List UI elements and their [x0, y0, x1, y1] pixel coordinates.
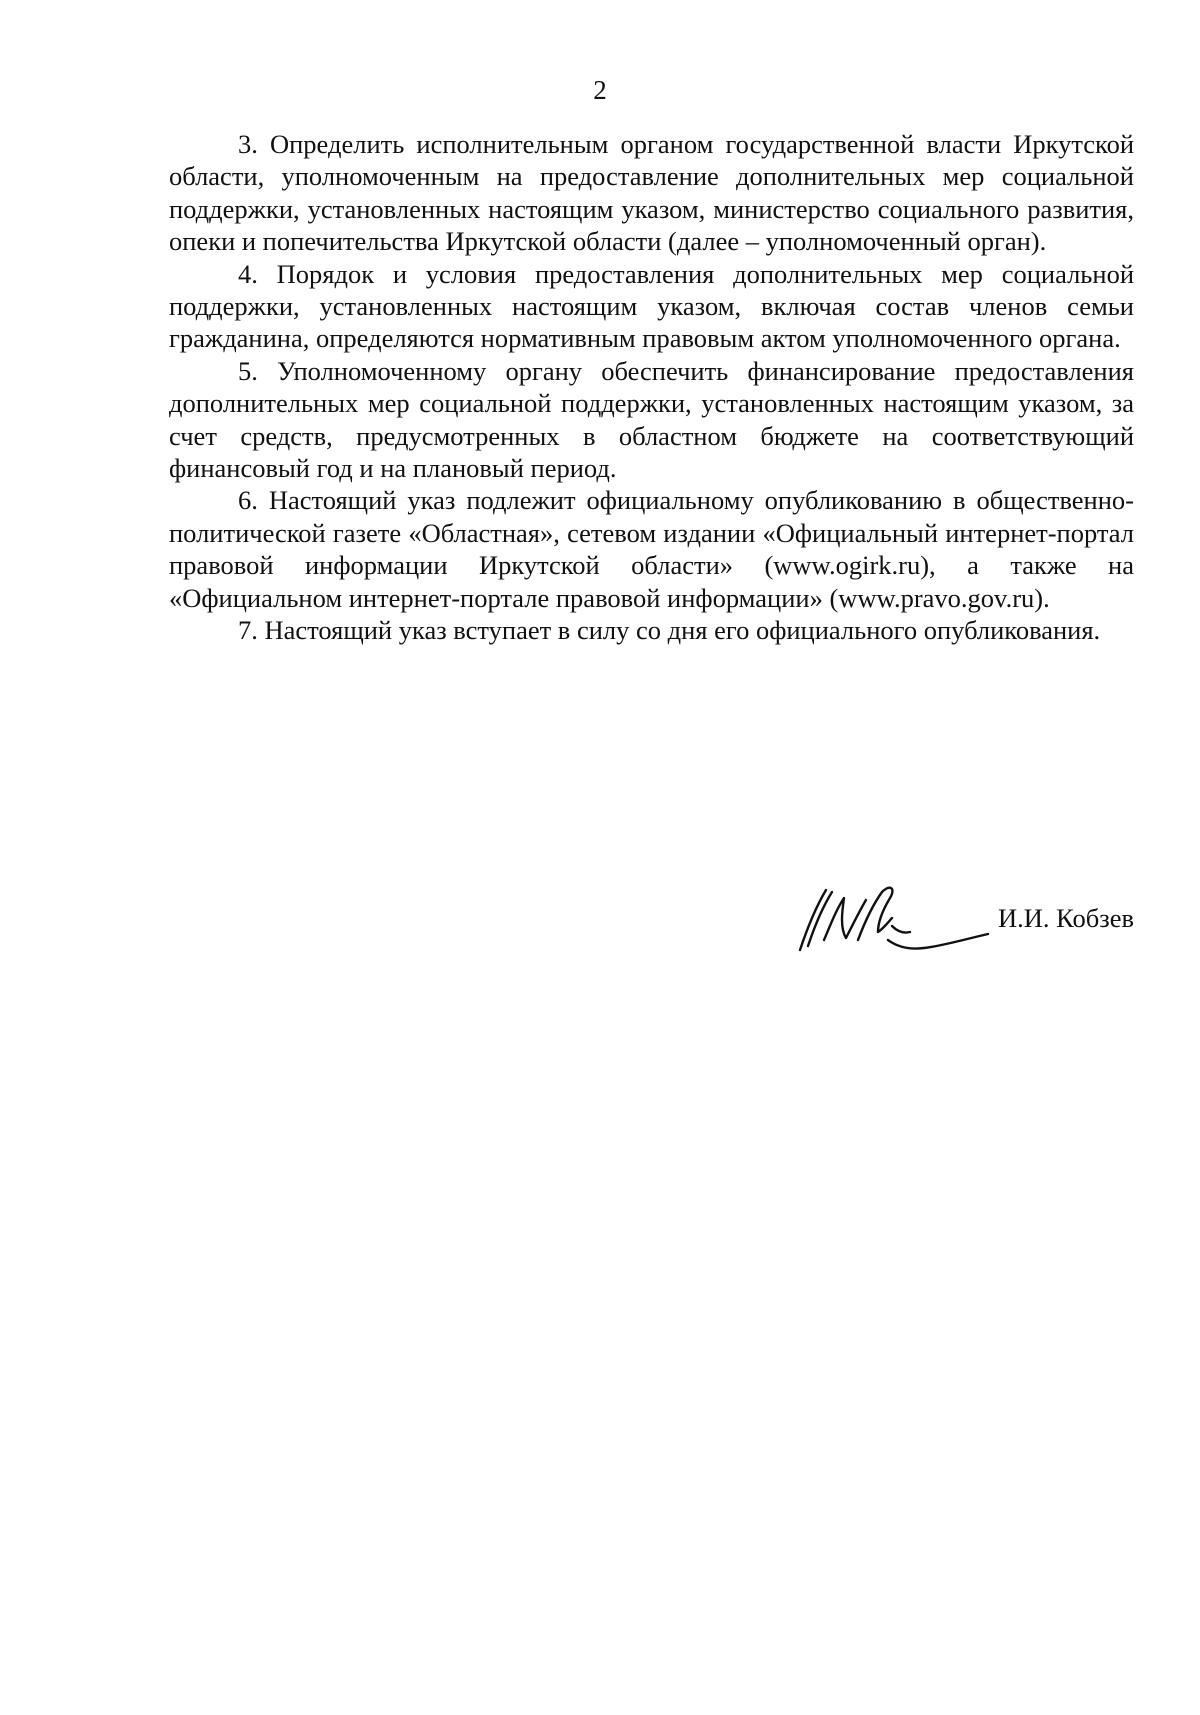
paragraph-5: 5. Уполномоченному органу обеспечить финансирование предоставления дополнительных мер социальной поддержки, установленных настоящим указом, за счет средств, предусмотренных в областном бюджете на соответствующий финансовый год и на плановый период.: [169, 355, 1134, 484]
signer-name: И.И. Кобзев: [998, 903, 1134, 933]
handwritten-signature: [792, 880, 992, 960]
paragraph-7: 7. Настоящий указ вступает в силу со дня его официального опубликования.: [238, 615, 1101, 646]
document-body: [169, 128, 1134, 647]
paragraph-4: 4. Порядок и условия предоставления дополнительных мер социальной поддержки, установленных настоящим указом, включая состав членов семьи гражданина, определяются нормативным правовым актом уполномоченного органа.: [169, 258, 1134, 354]
signature-block: [780, 880, 1160, 970]
paragraph-6: 6. Настоящий указ подлежит официальному опубликованию в общественно-политической газете «Областная», сетевом издании «Официальный интернет-портал правовой информации Иркутской области» (www.ogirk.ru), а также на «Официальном интернет-портале правовой информации» (www.pravo.gov.ru).: [169, 485, 1134, 613]
paragraph-3: 3. Определить исполнительным органом государственной власти Иркутской области, уполномоченным на предоставление дополнительных мер социальной поддержки, установленных настоящим указом, министерство социального развития, опеки и попечительства Иркутской области (далее – уполномоченный орган).: [169, 129, 1134, 257]
page-number: 2: [593, 75, 607, 105]
